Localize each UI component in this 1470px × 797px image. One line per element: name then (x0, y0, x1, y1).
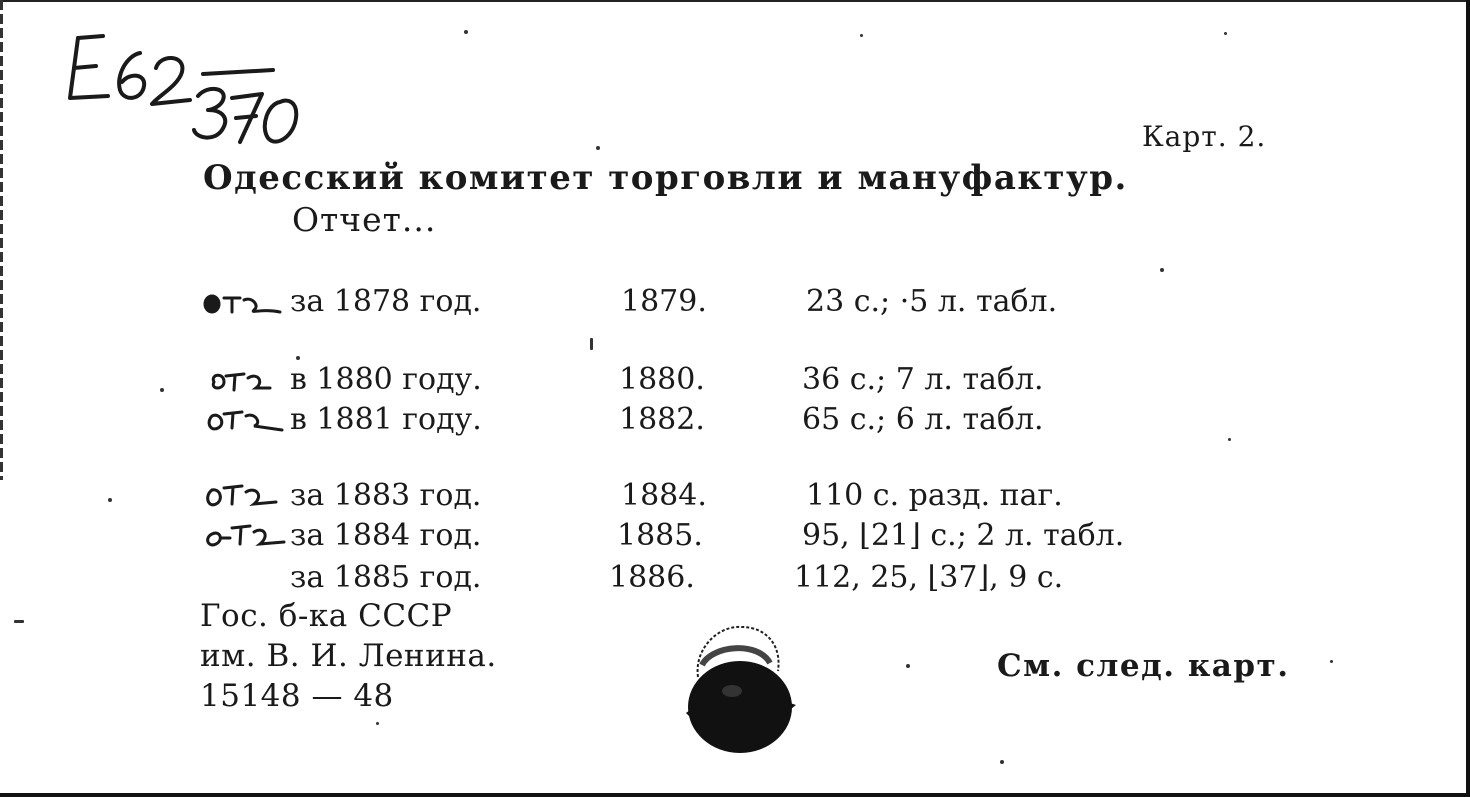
scan-speck (1330, 660, 1333, 663)
entry-publication-year: 1882. (619, 402, 705, 437)
library-dedication: им. В. И. Ленина. (200, 638, 497, 674)
scan-speck (14, 620, 24, 623)
entry-publication-year: 1886. (609, 560, 695, 595)
entry-extent: 95, ⌊21⌋ с.; 2 л. табл. (802, 518, 1125, 553)
scan-speck (1160, 268, 1164, 272)
scan-speck (376, 722, 379, 725)
card-number: Карт. 2. (1142, 120, 1267, 153)
library-imprint (200, 596, 497, 716)
card-bottom-edge (0, 793, 1470, 797)
scan-speck (296, 356, 300, 360)
entry-period: за 1884 год. (290, 518, 482, 553)
handwritten-mark-drawing (200, 402, 290, 438)
handwritten-mark-drawing (200, 478, 290, 514)
scan-speck (596, 146, 600, 150)
entry-period: за 1878 год. (290, 284, 482, 319)
entry-extent: 23 с.; ·5 л. табл. (806, 284, 1058, 319)
handwritten-shelfmark (48, 18, 308, 148)
corporate-author-heading: Одесский комитет торговли и мануфактур. (203, 158, 1128, 198)
handwritten-shelfmark-drawing (48, 18, 308, 148)
card-right-edge (1466, 0, 1470, 797)
entry-publication-year: 1880. (619, 362, 705, 397)
scan-speck (160, 388, 164, 392)
entry-publication-year: 1879. (621, 284, 707, 319)
entry-period: за 1883 год. (290, 478, 482, 513)
print-order-number: 15148 — 48 (200, 678, 394, 714)
scan-speck (1224, 32, 1227, 35)
scan-speck (1000, 760, 1004, 764)
see-next-card-note: См. след. карт. (997, 648, 1290, 684)
entry-extent: 112, 25, ⌊37⌋, 9 с. (794, 560, 1064, 595)
library-name: Гос. б-ка СССР (200, 598, 453, 634)
scan-speck (590, 338, 593, 350)
card-top-edge (0, 0, 1470, 2)
entry-publication-year: 1884. (621, 478, 707, 513)
scan-speck (464, 30, 468, 34)
handwritten-mark (200, 362, 290, 398)
entry-extent: 36 с.; 7 л. табл. (802, 362, 1044, 397)
scan-speck (906, 664, 910, 668)
entry-period: в 1881 году. (290, 402, 482, 437)
handwritten-mark (200, 284, 290, 320)
entry-extent: 110 с. разд. паг. (806, 478, 1063, 513)
entry-publication-year: 1885. (617, 518, 703, 553)
card-left-edge (0, 0, 3, 480)
handwritten-mark-drawing (200, 518, 290, 554)
entry-period: в 1880 году. (290, 362, 482, 397)
scan-speck (108, 498, 112, 502)
punched-hole-drawing (680, 615, 805, 760)
handwritten-mark-drawing (200, 284, 290, 320)
handwritten-mark (200, 518, 290, 554)
punched-hole-mark (680, 615, 805, 760)
scan-speck (1228, 438, 1231, 441)
scan-speck (860, 34, 863, 37)
handwritten-mark (200, 402, 290, 438)
handwritten-mark-drawing (200, 362, 290, 398)
title-heading: Отчет... (292, 200, 437, 239)
handwritten-mark (200, 478, 290, 514)
entry-period: за 1885 год. (290, 560, 482, 595)
entry-extent: 65 с.; 6 л. табл. (802, 402, 1044, 437)
